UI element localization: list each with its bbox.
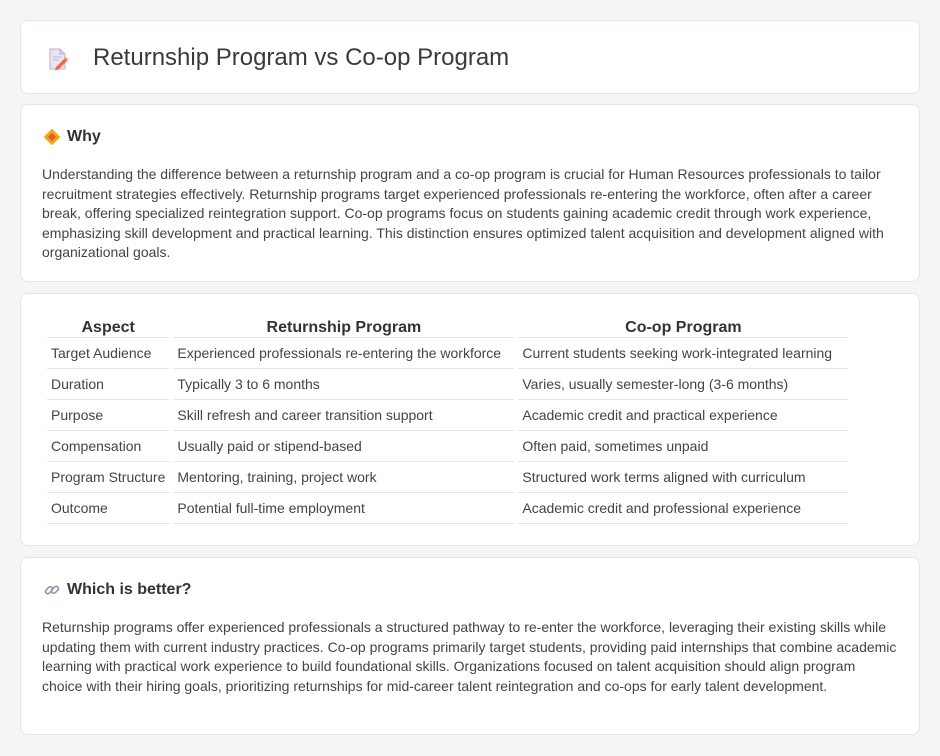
table-cell: Usually paid or stipend-based <box>173 431 514 462</box>
table-header-row <box>47 316 848 338</box>
table-cell: Often paid, sometimes unpaid <box>518 431 848 462</box>
title-card <box>20 20 920 94</box>
table-row <box>47 431 848 462</box>
table-cell: Academic credit and practical experience <box>518 400 848 431</box>
comparison-table <box>43 316 852 524</box>
column-header-aspect: Aspect <box>47 316 169 338</box>
why-body: Understanding the difference between a returnship program and a co-op program is crucial for Human Resources professionals to tailor recruitment strategies effectively. Returnship programs target experienced professionals re-entering the workforce, often after a career break, offering specialized reintegration support. Co-op programs focus on students gaining academic credit through work experience, emphasizing skill development and practical learning. This distinction ensures optimized talent acquisition and development aligned with organizational goals. <box>42 166 884 261</box>
which-better-body: Returnship programs offer experienced professionals a structured pathway to re-enter the workforce, leveraging their existing skills while updating them with current industry practices. Co-op programs primarily target students, providing paid internships that combine academic learning with practical work experience to build foundational skills. Organizations focused on talent acquisition should align program choice with their hiring goals, prioritizing returnships for mid-career talent reintegration and co-ops for early talent development. <box>42 619 897 694</box>
table-cell: Target Audience <box>47 338 169 369</box>
which-better-heading: Which is better? <box>67 581 192 598</box>
table-cell: Duration <box>47 369 169 400</box>
table-row <box>47 400 848 431</box>
table-cell: Structured work terms aligned with curriculum <box>518 462 848 493</box>
table-cell: Mentoring, training, project work <box>173 462 514 493</box>
table-cell: Purpose <box>47 400 169 431</box>
table-cell: Program Structure <box>47 462 169 493</box>
table-row <box>47 369 848 400</box>
link-icon <box>43 581 61 599</box>
which-better-header <box>43 580 191 600</box>
table-cell: Compensation <box>47 431 169 462</box>
table-row <box>47 338 848 369</box>
comparison-section <box>20 293 920 546</box>
table-row <box>47 493 848 524</box>
page-title: Returnship Program vs Co-op Program <box>93 44 510 71</box>
diamond-sign-icon <box>43 128 61 146</box>
table-cell: Academic credit and professional experience <box>518 493 848 524</box>
table-cell: Outcome <box>47 493 169 524</box>
document-pencil-icon <box>47 47 69 71</box>
table-cell: Typically 3 to 6 months <box>173 369 514 400</box>
why-heading: Why <box>67 128 101 145</box>
column-header-returnship: Returnship Program <box>173 316 514 338</box>
table-cell: Current students seeking work-integrated learning <box>518 338 848 369</box>
table-cell: Varies, usually semester-long (3-6 months) <box>518 369 848 400</box>
table-cell: Experienced professionals re-entering the workforce <box>173 338 514 369</box>
table-cell: Skill refresh and career transition support <box>173 400 514 431</box>
which-better-section <box>20 557 920 735</box>
column-header-coop: Co-op Program <box>518 316 848 338</box>
table-row <box>47 462 848 493</box>
table-cell: Potential full-time employment <box>173 493 514 524</box>
why-section <box>20 104 920 282</box>
why-header <box>43 127 101 147</box>
